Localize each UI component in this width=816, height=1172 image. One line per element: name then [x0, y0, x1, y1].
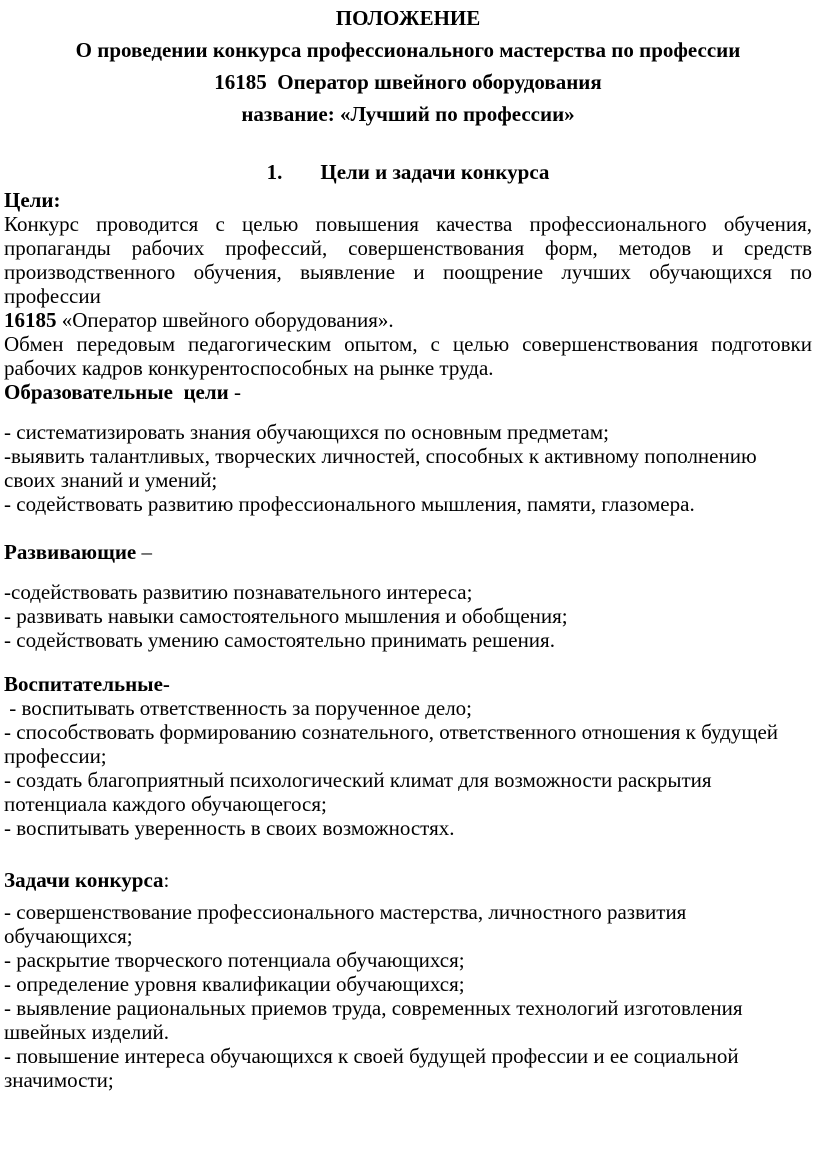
tasks-section	[4, 868, 812, 1092]
paragraph-line	[4, 308, 812, 332]
profession-name: «Оператор швейного оборудования».	[56, 308, 394, 332]
tasks-heading	[4, 868, 812, 892]
educational-goals-section	[4, 380, 812, 516]
section-1-heading	[4, 156, 812, 188]
developing-goals-section	[4, 540, 812, 652]
upbringing-goals-heading-text: Воспитательные-	[4, 672, 170, 696]
list-item: - выявление рациональных приемов труда, современных технологий изготовления швейных изделий.	[4, 996, 748, 1044]
paragraph-line: рабочих кадров конкурентоспособных на рынке труда.	[4, 356, 494, 380]
list-item: - повышение интереса обучающихся к своей будущей профессии и ее социальной значимости;	[4, 1044, 744, 1092]
document-subtitle-line-2: 16185 Оператор швейного оборудования	[214, 70, 602, 94]
paragraph-line: Конкурс проводится с целью повышения качества профессионального обучения,	[4, 212, 812, 236]
tasks-heading-text: Задачи конкурса	[4, 868, 164, 892]
paragraph-line: Обмен передовым педагогическим опытом, с целью совершенствования подготовки	[4, 332, 812, 356]
goals-paragraph-1	[4, 212, 812, 332]
educational-goals-heading-dash: -	[228, 380, 241, 404]
list-item: - воспитывать ответственность за порученное дело;	[4, 696, 473, 720]
list-item: - определение уровня квалификации обучающихся;	[4, 972, 465, 996]
list-item: -содействовать развитию познавательного интереса;	[4, 580, 473, 604]
profession-code: 16185	[4, 308, 57, 332]
list-item: - раскрытие творческого потенциала обучающихся;	[4, 948, 465, 972]
educational-goals-heading-text: Образовательные цели	[4, 380, 229, 404]
list-item: - воспитывать уверенность в своих возможностях.	[4, 816, 455, 840]
section-1-title: Цели и задачи конкурса	[320, 160, 550, 184]
list-item: - развивать навыки самостоятельного мышления и обобщения;	[4, 604, 568, 628]
list-item: - создать благоприятный психологический климат для возможности раскрытия потенциала каждого обучающегося;	[4, 768, 717, 816]
document-title: ПОЛОЖЕНИЕ	[335, 6, 481, 30]
list-item: - содействовать умению самостоятельно принимать решения.	[4, 628, 555, 652]
developing-goals-heading-text: Развивающие	[4, 540, 137, 564]
list-item: - способствовать формированию сознательного, ответственного отношения к будущей профессии;	[4, 720, 784, 768]
list-item: -выявить талантливых, творческих личностей, способных к активному пополнению своих знаний и умений;	[4, 444, 762, 492]
list-item: - содействовать развитию профессионального мышления, памяти, глазомера.	[4, 492, 695, 516]
educational-goals-heading	[4, 380, 812, 404]
upbringing-goals-section	[4, 672, 812, 840]
goals-label: Цели:	[4, 188, 61, 212]
document-header	[4, 2, 812, 130]
developing-goals-heading	[4, 540, 812, 564]
document-subtitle-line-3: название: «Лучший по профессии»	[241, 102, 575, 126]
tasks-heading-colon: :	[163, 868, 170, 892]
section-1-number: 1.	[266, 160, 283, 184]
developing-goals-heading-dash: –	[136, 540, 152, 564]
list-item: - систематизировать знания обучающихся по основным предметам;	[4, 420, 609, 444]
list-item: - совершенствование профессионального мастерства, личностного развития обучающихся;	[4, 900, 692, 948]
paragraph-line: пропаганды рабочих профессий, совершенствования форм, методов и средств	[4, 236, 812, 260]
upbringing-goals-heading	[4, 672, 812, 696]
document-subtitle-line-1: О проведении конкурса профессионального мастерства по профессии	[75, 38, 741, 62]
goals-paragraph-2	[4, 332, 812, 380]
paragraph-line: производственного обучения, выявление и поощрение лучших обучающихся по профессии	[4, 260, 812, 308]
